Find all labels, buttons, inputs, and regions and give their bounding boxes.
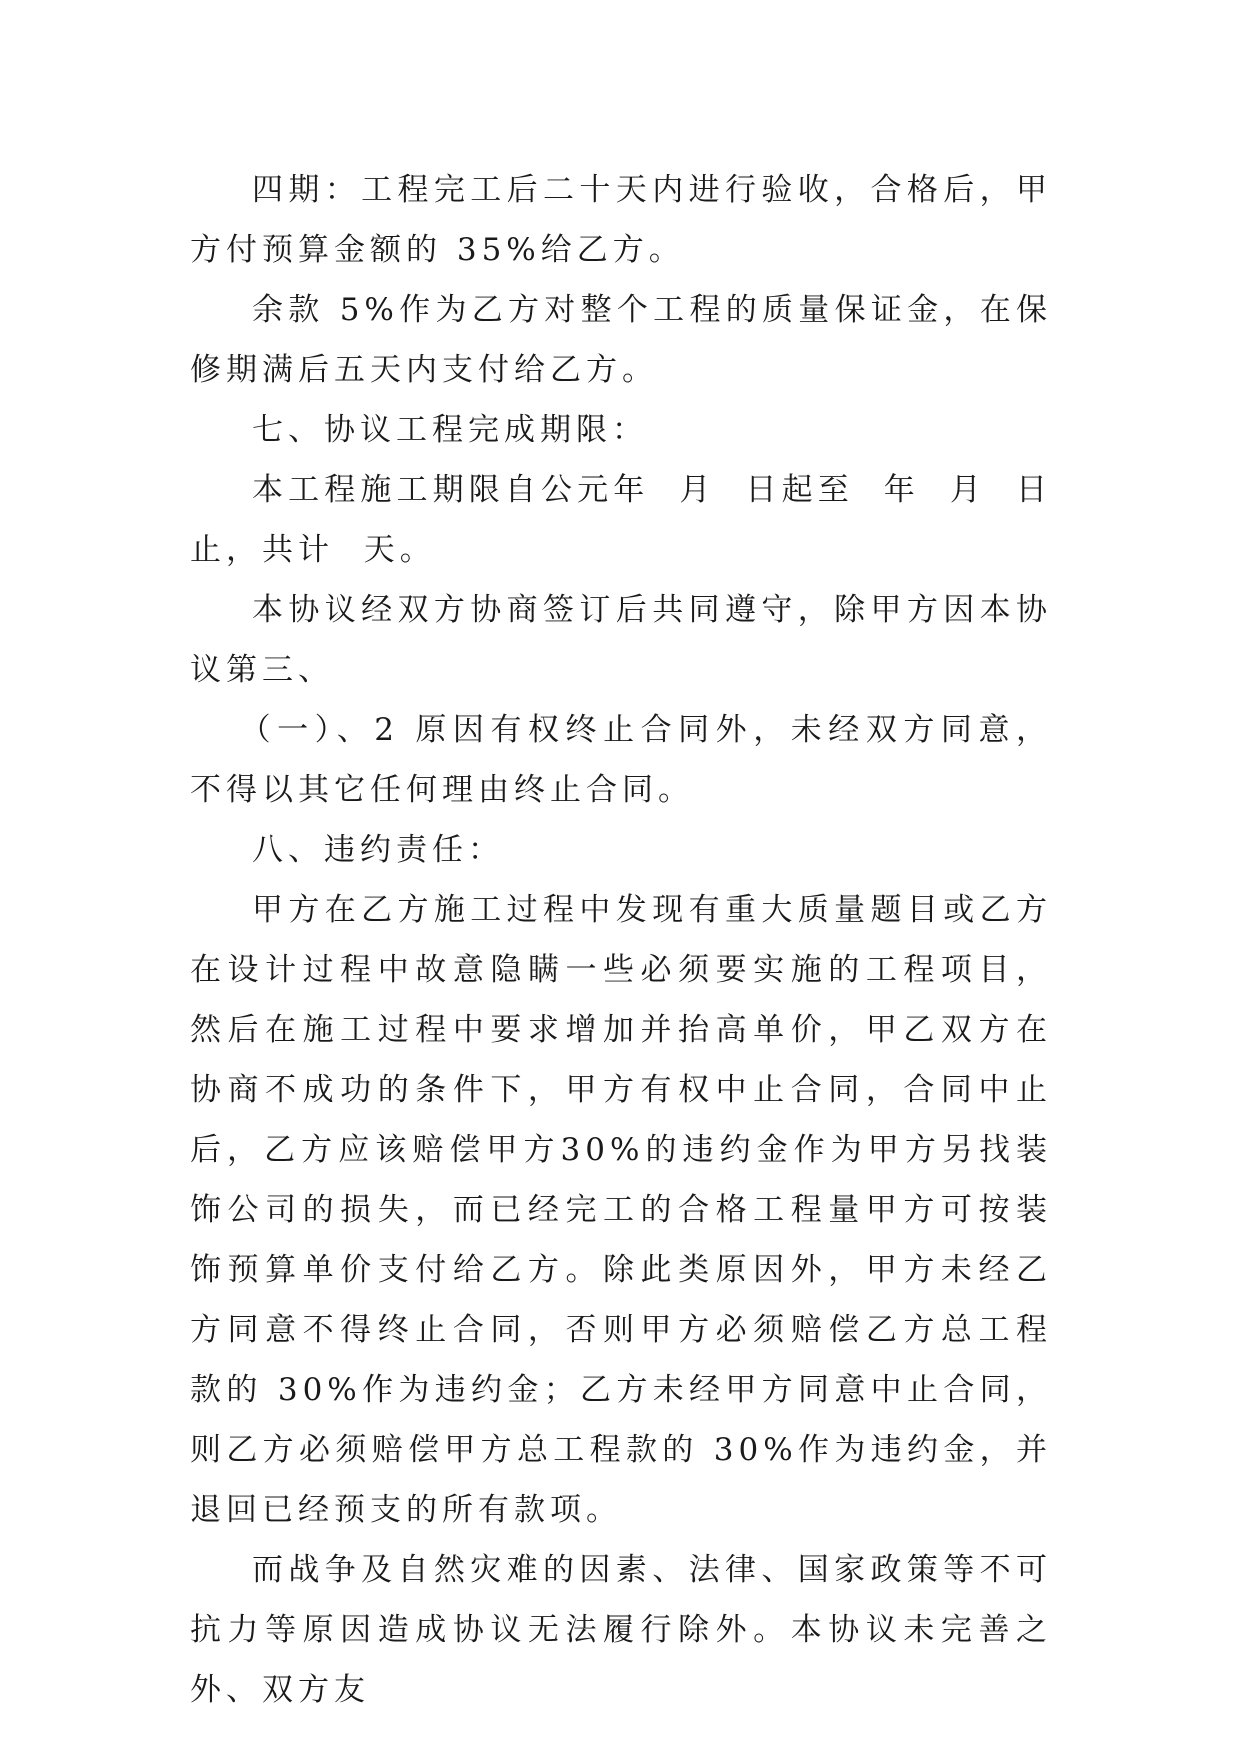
paragraph-retention: 余款 5%作为乙方对整个工程的质量保证金，在保修期满后五天内支付给乙方。 [190,292,1052,388]
paragraph-breach-liability: 甲方在乙方施工过程中发现有重大质量题目或乙方在设计过程中故意隐瞒一些必须要实施的工程项目，然后在施工过程中要求增加并抬高单价，甲乙双方在协商不成功的条件下，甲方有权中止合同，合同中止后，乙方应该赔偿甲方30%的违约金作为甲方另找装饰公司的损失，而已经完工的合格工程量甲方可按装饰预算单价支付给乙方。除此类原因外，甲方未经乙方同意不得终止合同，否则甲方必须赔偿乙方总工程款的 30%作为违约金；乙方未经甲方同意中止合同，则乙方必须赔偿甲方总工程款的 30%作为违约金，并退回已经预支的所有款项。 [190,892,1052,1528]
paragraph-construction-period: 本工程施工期限自公元年 月 日起至 年 月 日止，共计 天。 [190,472,1052,568]
section-heading-seven: 七、协议工程完成期限： [252,412,648,448]
paragraph-termination: （一）、2 原因有权终止合同外，未经双方同意，不得以其它任何理由终止合同。 [190,712,1052,808]
document-body [190,160,1052,1720]
paragraph-compliance: 本协议经双方协商签订后共同遵守，除甲方因本协议第三、 [190,592,1052,688]
paragraph-force-majeure: 而战争及自然灾难的因素、法律、国家政策等不可抗力等原因造成协议无法履行除外。本协议未完善之外、双方友 [190,1552,1052,1708]
section-heading-eight: 八、违约责任： [252,832,504,868]
paragraph-phase-four: 四期：工程完工后二十天内进行验收，合格后，甲方付预算金额的 35%给乙方。 [190,172,1052,268]
